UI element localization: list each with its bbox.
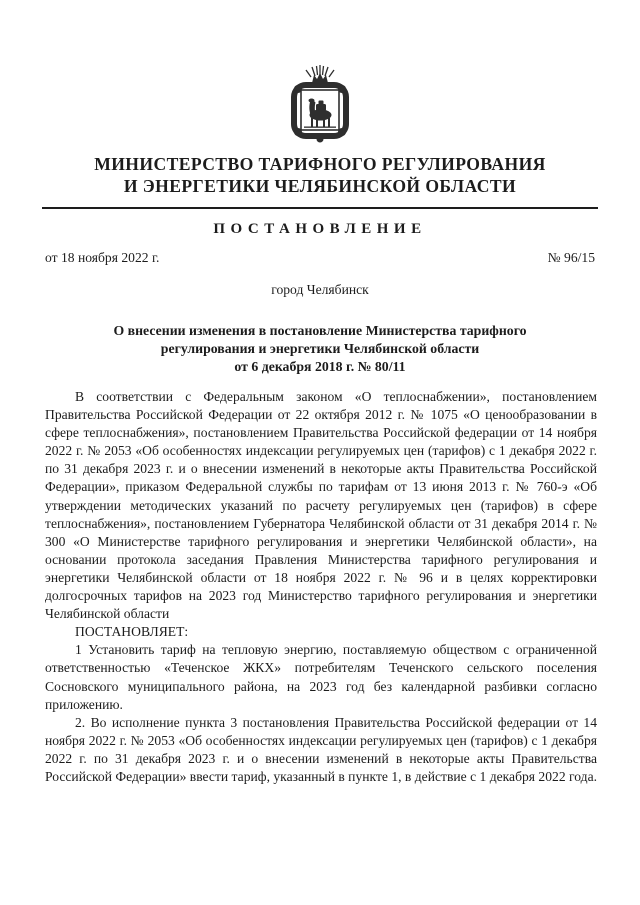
document-type-heading: ПОСТАНОВЛЕНИЕ [213, 221, 427, 237]
date-number-row [45, 250, 595, 266]
document-body [45, 388, 597, 786]
document-title-line2: регулирования и энергетики Челябинской области [160, 341, 480, 356]
paragraph-preamble: В соответствии с Федеральным законом «О теплоснабжении», постановлением Правительства Российской Федерации от 22 октября 2012 г. № 1075 «О ценообразовании в сфере теплоснабжения», постановлением Правительства Российской федерации от 14 ноября 2022 г. № 2053 «Об особенностях индексации регулируемых цен (тарифов) с 1 декабря 2022 г. по 31 декабря 2023 г. и о внесении изменений в некоторые акты Правительства Российской Федерации», приказом Федеральной службы по тарифам от 13 июня 2013 г. № 760-э «Об утверждении методических указаний по расчету регулируемых цен (тарифов) в сфере теплоснабжения», постановлением Губернатора Челябинской области от 31 декабря 2014 г. № 300 «О Министерстве тарифного регулирования и энергетики Челябинской области», на основании протокола заседания Правления Министерства тарифного регулирования и энергетики Челябинской области от 18 ноября 2022 г. № 96 и в целях корректировки долгосрочных тарифов на 2023 год Министерство тарифного регулирования и энергетики Челябинской области [45, 389, 597, 622]
document-title [60, 322, 580, 376]
resolves-line: ПОСТАНОВЛЯЕТ: [75, 624, 189, 640]
document-date: от 18 ноября 2022 г. [45, 250, 160, 265]
document-title-line1: О внесении изменения в постановление Министерства тарифного [113, 323, 527, 338]
paragraph-item-1: 1 Установить тариф на тепловую энергию, поставляемую обществом с ограниченной ответственностью «Теченское ЖКХ» потребителям Теченского сельского поселения Сосновского муниципального района, на 2023 год без календарной разбивки согласно приложению. [45, 642, 597, 712]
document-number: № 96/15 [547, 250, 595, 265]
header-divider [42, 207, 598, 209]
city-line: город Челябинск [271, 282, 369, 297]
paragraph-item-2: 2. Во исполнение пункта 3 постановления Правительства Российской федерации от 14 ноября 2022 г. № 2053 «Об особенностях индексации регулируемых цен (тарифов) с 1 декабря 2022 г. по 31 декабря 2023 г. и о внесении изменений в некоторые акты Правительства Российской Федерации» ввести тариф, указанный в пункте 1, в действие с 1 декабря 2022 года. [45, 714, 598, 784]
coat-of-arms-icon [287, 64, 353, 146]
ministry-name-line2: И ЭНЕРГЕТИКИ ЧЕЛЯБИНСКОЙ ОБЛАСТИ [123, 175, 517, 196]
document-title-line3: от 6 декабря 2018 г. № 80/11 [234, 359, 406, 374]
ministry-name [0, 154, 640, 197]
ministry-name-line1: МИНИСТЕРСТВО ТАРИФНОГО РЕГУЛИРОВАНИЯ [94, 154, 546, 174]
